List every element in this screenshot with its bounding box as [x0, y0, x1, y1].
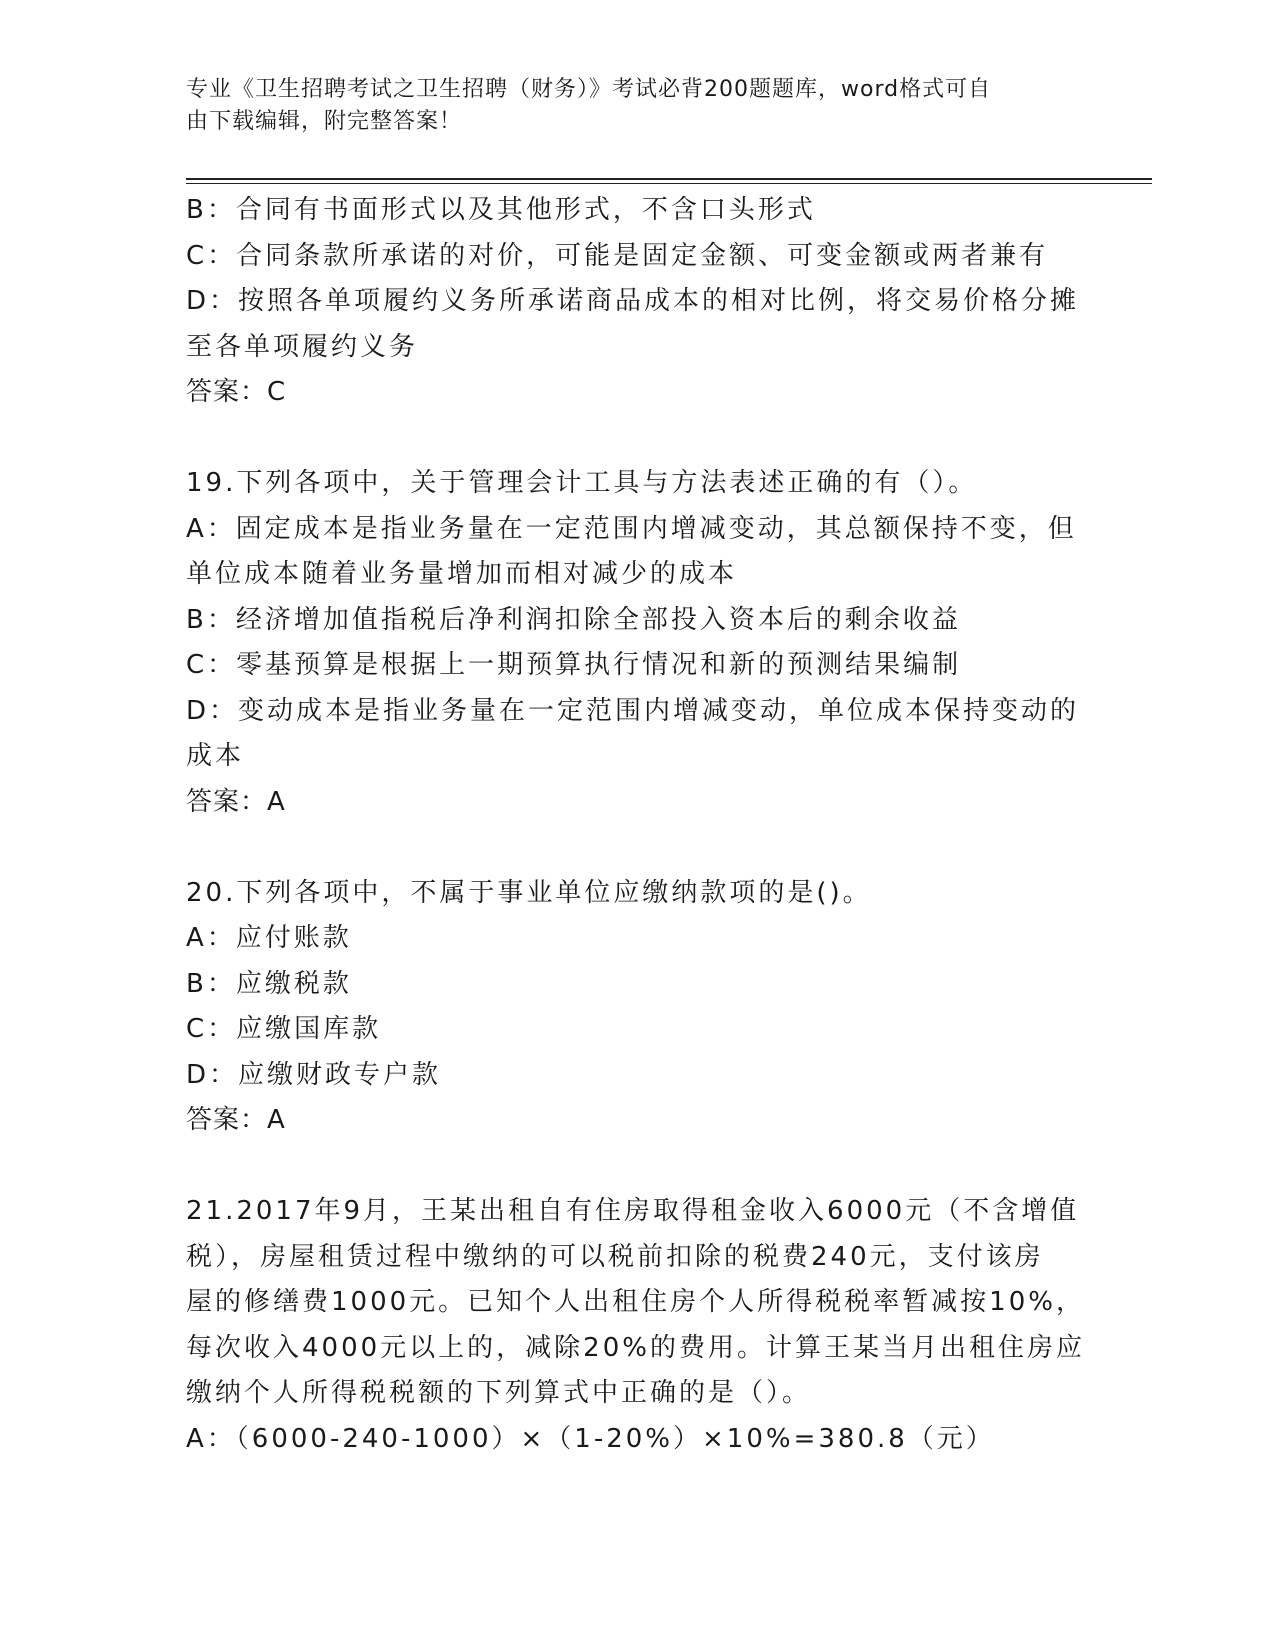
header-line: 由下载编辑，附完整答案！	[186, 109, 463, 134]
question-stem: 19.下列各项中，关于管理会计工具与方法表述正确的有（）。	[186, 468, 978, 498]
option-b: B：应缴税款	[186, 968, 352, 999]
question-list	[186, 188, 1085, 1462]
option-d: D：变动成本是指业务量在一定范围内增减变动，单位成本保持变动的	[186, 695, 1080, 726]
option-c: C：合同条款所承诺的对价，可能是固定金额、可变金额或两者兼有	[186, 240, 1049, 271]
question-stem-continued: 每次收入4000元以上的，减除20%的费用。计算王某当月出租住房应	[186, 1332, 1085, 1363]
spacer	[186, 825, 1066, 871]
option-a: A：应付账款	[186, 923, 352, 953]
option-b: B：经济增加值指税后净利润扣除全部投入资本后的剩余收益	[186, 604, 961, 635]
question-18-tail	[186, 188, 1080, 416]
spacer	[186, 416, 1066, 462]
question-stem-continued: 缴纳个人所得税税额的下列算式中正确的是（）。	[186, 1378, 812, 1408]
option-d: D：按照各单项履约义务所承诺商品成本的相对比例，将交易价格分摊	[186, 286, 1080, 316]
option-d-continued: 至各单项履约义务	[186, 331, 419, 362]
spacer	[186, 1144, 1066, 1190]
option-d: D：应缴财政专户款	[186, 1059, 442, 1090]
header-divider	[186, 178, 1152, 180]
header-divider-thin	[186, 183, 1152, 184]
question-21	[186, 1189, 1085, 1462]
question-stem: 20.下列各项中，不属于事业单位应缴纳款项的是()。	[186, 877, 872, 908]
question-stem-continued: 税），房屋租赁过程中缴纳的可以税前扣除的税费240元，支付该房	[186, 1241, 1044, 1272]
option-c: C：应缴国库款	[186, 1014, 382, 1044]
question-stem-continued: 屋的修缮费1000元。已知个人出租住房个人所得税税率暂减按10%，	[186, 1287, 1085, 1317]
question-20	[186, 871, 1066, 1144]
answer: 答案：A	[186, 786, 286, 817]
option-b: B：合同有书面形式以及其他形式，不含口头形式	[186, 195, 816, 225]
option-d-continued: 成本	[186, 741, 245, 771]
document-header	[186, 74, 1066, 138]
answer: 答案：C	[186, 377, 287, 407]
option-c: C：零基预算是根据上一期预算执行情况和新的预测结果编制	[186, 650, 962, 680]
option-a-continued: 单位成本随着业务量增加而相对减少的成本	[186, 559, 738, 589]
question-stem: 21.2017年9月，王某出租自有住房取得租金收入6000元（不含增值	[186, 1196, 1080, 1226]
header-line: 专业《卫生招聘考试之卫生招聘（财务）》考试必背200题题库，word格式可自	[186, 77, 992, 102]
question-19	[186, 461, 1080, 825]
option-a: A：（6000-240-1000）×（1-20%）×10%=380.8（元）	[186, 1423, 995, 1454]
option-a: A：固定成本是指业务量在一定范围内增减变动，其总额保持不变，但	[186, 513, 1077, 544]
answer: 答案：A	[186, 1105, 286, 1135]
